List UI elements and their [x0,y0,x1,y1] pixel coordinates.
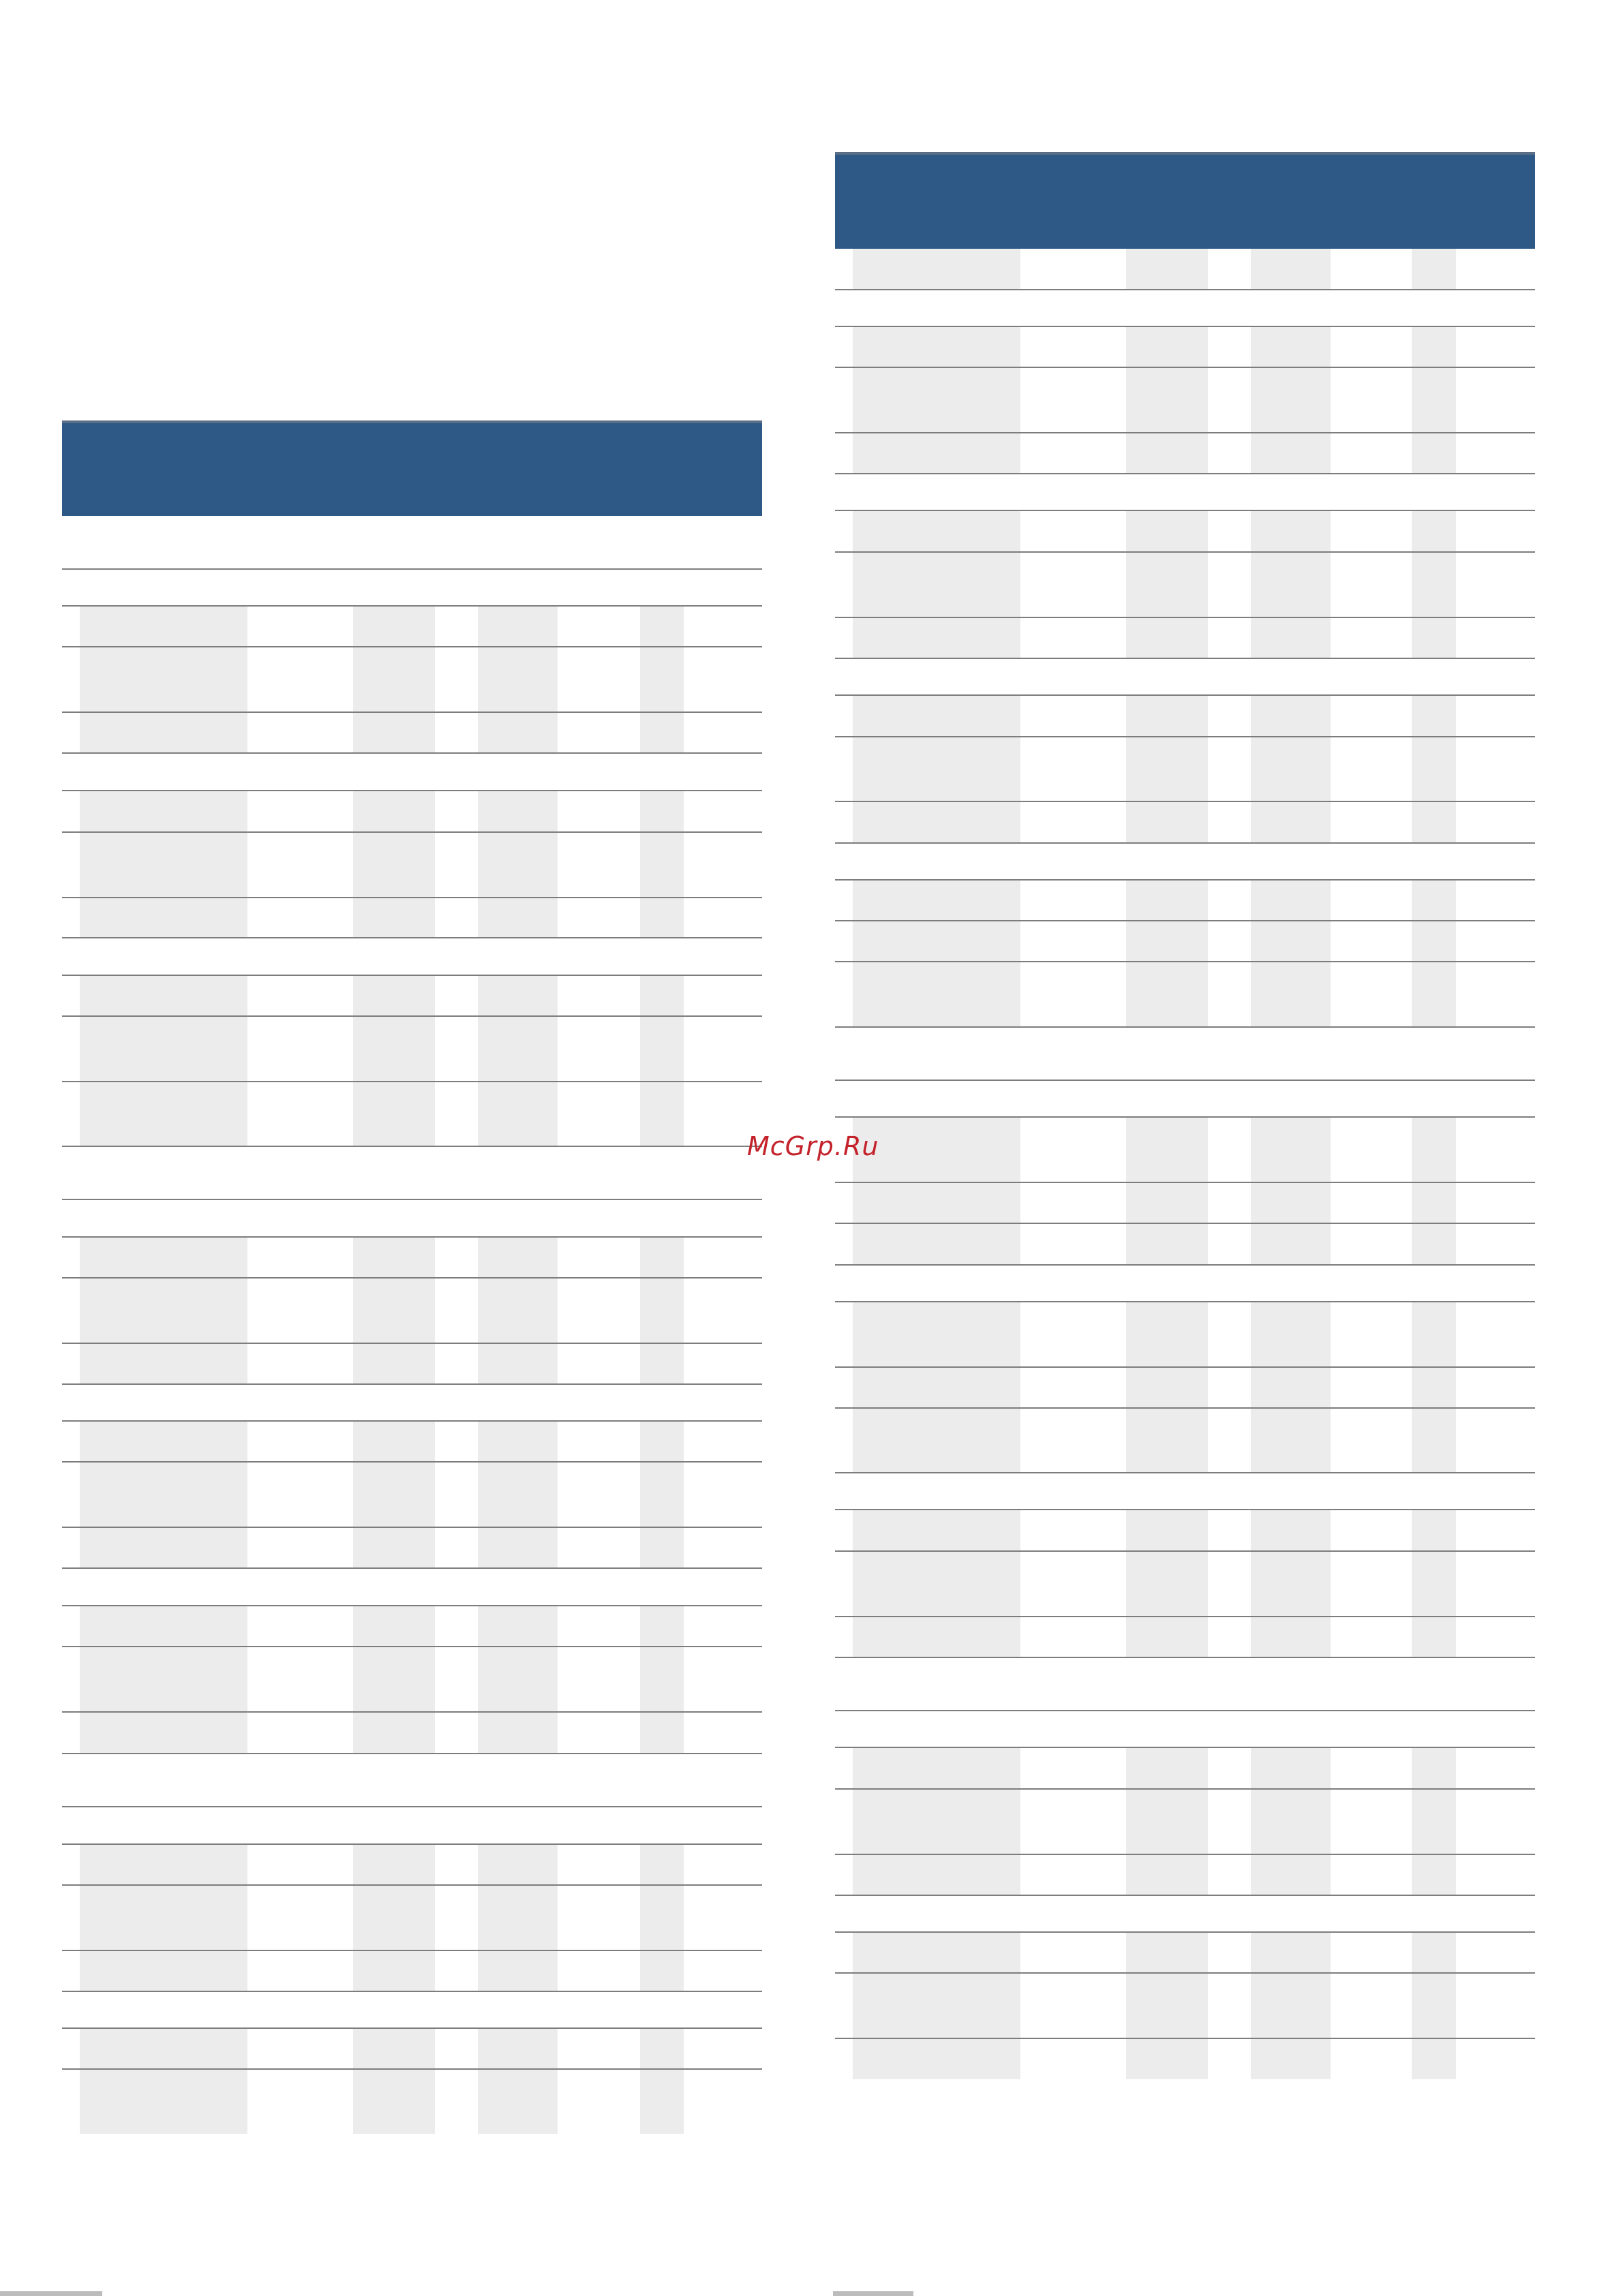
table-cell-shade [478,791,558,937]
table-cell-shade [1251,1118,1331,1264]
table-row-divider [62,1236,762,1238]
table-row-divider [835,1026,1535,1028]
table-row-divider [835,432,1535,433]
table-header-right [835,152,1535,249]
table-cell-shade [353,1422,435,1567]
watermark-text: McGrp.Ru [747,1131,879,1161]
table-row-divider [62,1081,762,1082]
table-cell-shade [853,1302,1020,1472]
table-row-divider [62,1343,762,1344]
table-cell-shade [1126,881,1208,1026]
table-row-divider [835,326,1535,327]
table-cell-shade [478,1422,558,1567]
table-cell-shade [1251,1510,1331,1657]
table-cell-shade [853,1933,1020,2079]
table-cell-shade [1126,1118,1208,1264]
table-cell-shade [1412,1510,1456,1657]
table-row-divider [835,367,1535,368]
table-cell-shade [478,976,558,1146]
table-cell-shade [1412,696,1456,842]
table-row-divider [62,1567,762,1569]
table-row-divider [835,1223,1535,1224]
table-cell-shade [640,1422,684,1567]
table-cell-shade [478,607,558,752]
table-row-divider [62,1843,762,1845]
table-row-divider [62,1605,762,1606]
table-header-left [62,420,762,516]
table-row-divider [62,1753,762,1754]
table-cell-shade [853,1748,1020,1895]
table-cell-shade [80,1238,247,1383]
table-row-divider [62,1646,762,1647]
table-row-divider [62,790,762,791]
footer-mark-right [833,2291,913,2296]
spec-table-left [62,420,762,2134]
table-row-divider [835,694,1535,696]
table-row-divider [62,937,762,938]
table-cell-shade [478,2029,558,2134]
table-row-divider [835,1788,1535,1790]
table-cell-shade [1126,1748,1208,1895]
table-row-divider [835,1747,1535,1748]
table-cell-shade [1412,881,1456,1026]
table-cell-shade [1412,511,1456,658]
table-cell-shade [1251,881,1331,1026]
table-cell-shade [853,511,1020,658]
table-row-divider [62,1806,762,1807]
table-cell-shade [1251,696,1331,842]
table-row-divider [835,289,1535,290]
table-cell-shade [1251,1748,1331,1895]
table-cell-shade [640,1845,684,1991]
table-cell-shade [478,1845,558,1991]
table-row-divider [62,1277,762,1279]
table-row-divider [835,1366,1535,1368]
table-row-divider [62,1527,762,1528]
table-row-divider [835,842,1535,844]
table-row-divider [835,551,1535,553]
table-row-divider [835,1472,1535,1473]
table-cell-shade [353,976,435,1146]
table-row-divider [835,473,1535,474]
table-cell-shade [478,1606,558,1753]
table-row-divider [835,617,1535,618]
table-cell-shade [1126,1302,1208,1472]
table-row-divider [62,1420,762,1422]
table-cell-shade [478,1238,558,1383]
footer-mark-left [0,2291,102,2296]
table-row-divider [835,879,1535,881]
table-cell-shade [1412,249,1456,289]
table-row-divider [62,605,762,607]
table-cell-shade [353,791,435,937]
table-cell-shade [80,1606,247,1753]
table-cell-shade [1412,1302,1456,1472]
table-row-divider [835,1264,1535,1266]
table-row-divider [62,1991,762,1992]
table-row-divider [62,1015,762,1017]
table-row-divider [835,801,1535,802]
table-row-divider [835,1301,1535,1302]
table-row-divider [62,568,762,570]
table-row-divider [835,2038,1535,2039]
table-cell-shade [853,1510,1020,1657]
table-cell-shade [640,607,684,752]
table-row-divider [62,646,762,647]
table-cell-shade [640,1606,684,1753]
table-cell-shade [1126,696,1208,842]
table-row-divider [835,1116,1535,1118]
table-cell-shade [353,1606,435,1753]
table-row-divider [62,831,762,833]
table-row-divider [835,510,1535,511]
table-cell-shade [353,607,435,752]
table-cell-shade [853,327,1020,473]
table-cell-shade [1412,1748,1456,1895]
table-row-divider [835,1616,1535,1617]
table-cell-shade [1126,249,1208,289]
table-row-divider [835,736,1535,737]
table-cell-shade [353,2029,435,2134]
table-cell-shade [640,791,684,937]
table-row-divider [835,1407,1535,1409]
table-cell-shade [80,791,247,937]
table-row-divider [835,1895,1535,1896]
table-row-divider [835,1509,1535,1510]
table-row-divider [62,897,762,898]
table-cell-shade [853,249,1020,289]
table-cell-shade [1126,511,1208,658]
spec-table-right [835,152,1535,2081]
table-cell-shade [80,2029,247,2134]
table-cell-shade [640,2029,684,2134]
table-cell-shade [640,976,684,1146]
table-cell-shade [1126,1933,1208,2079]
table-cell-shade [353,1238,435,1383]
table-row-divider [835,1182,1535,1183]
table-cell-shade [1412,1933,1456,2079]
table-cell-shade [80,1422,247,1567]
table-row-divider [62,2068,762,2070]
table-cell-shade [1126,327,1208,473]
table-cell-shade [1412,327,1456,473]
table-row-divider [835,1080,1535,1081]
table-cell-shade [853,696,1020,842]
table-row-divider [62,1884,762,1886]
table-cell-shade [353,1845,435,1991]
table-cell-shade [1251,1933,1331,2079]
table-row-divider [62,975,762,976]
table-row-divider [62,711,762,713]
table-row-divider [835,1854,1535,1855]
table-cell-shade [1251,327,1331,473]
table-row-divider [62,1199,762,1200]
table-row-divider [835,1972,1535,1974]
table-row-divider [835,1710,1535,1711]
table-cell-shade [80,1845,247,1991]
table-row-divider [835,1931,1535,1933]
table-row-divider [62,2027,762,2029]
table-cell-shade [1126,1510,1208,1657]
table-row-divider [62,752,762,754]
table-cell-shade [80,607,247,752]
table-row-divider [62,1461,762,1463]
table-cell-shade [853,881,1020,1026]
table-cell-shade [1251,249,1331,289]
table-row-divider [835,1657,1535,1658]
table-cell-shade [80,976,247,1146]
table-cell-shade [640,1238,684,1383]
table-row-divider [835,920,1535,921]
table-cell-shade [1412,1118,1456,1264]
table-cell-shade [1251,511,1331,658]
table-row-divider [62,1146,762,1147]
table-cell-shade [1251,1302,1331,1472]
table-row-divider [835,961,1535,962]
table-row-divider [62,1950,762,1951]
table-row-divider [835,1550,1535,1552]
table-row-divider [835,658,1535,659]
table-row-divider [62,1383,762,1385]
table-row-divider [62,1711,762,1713]
